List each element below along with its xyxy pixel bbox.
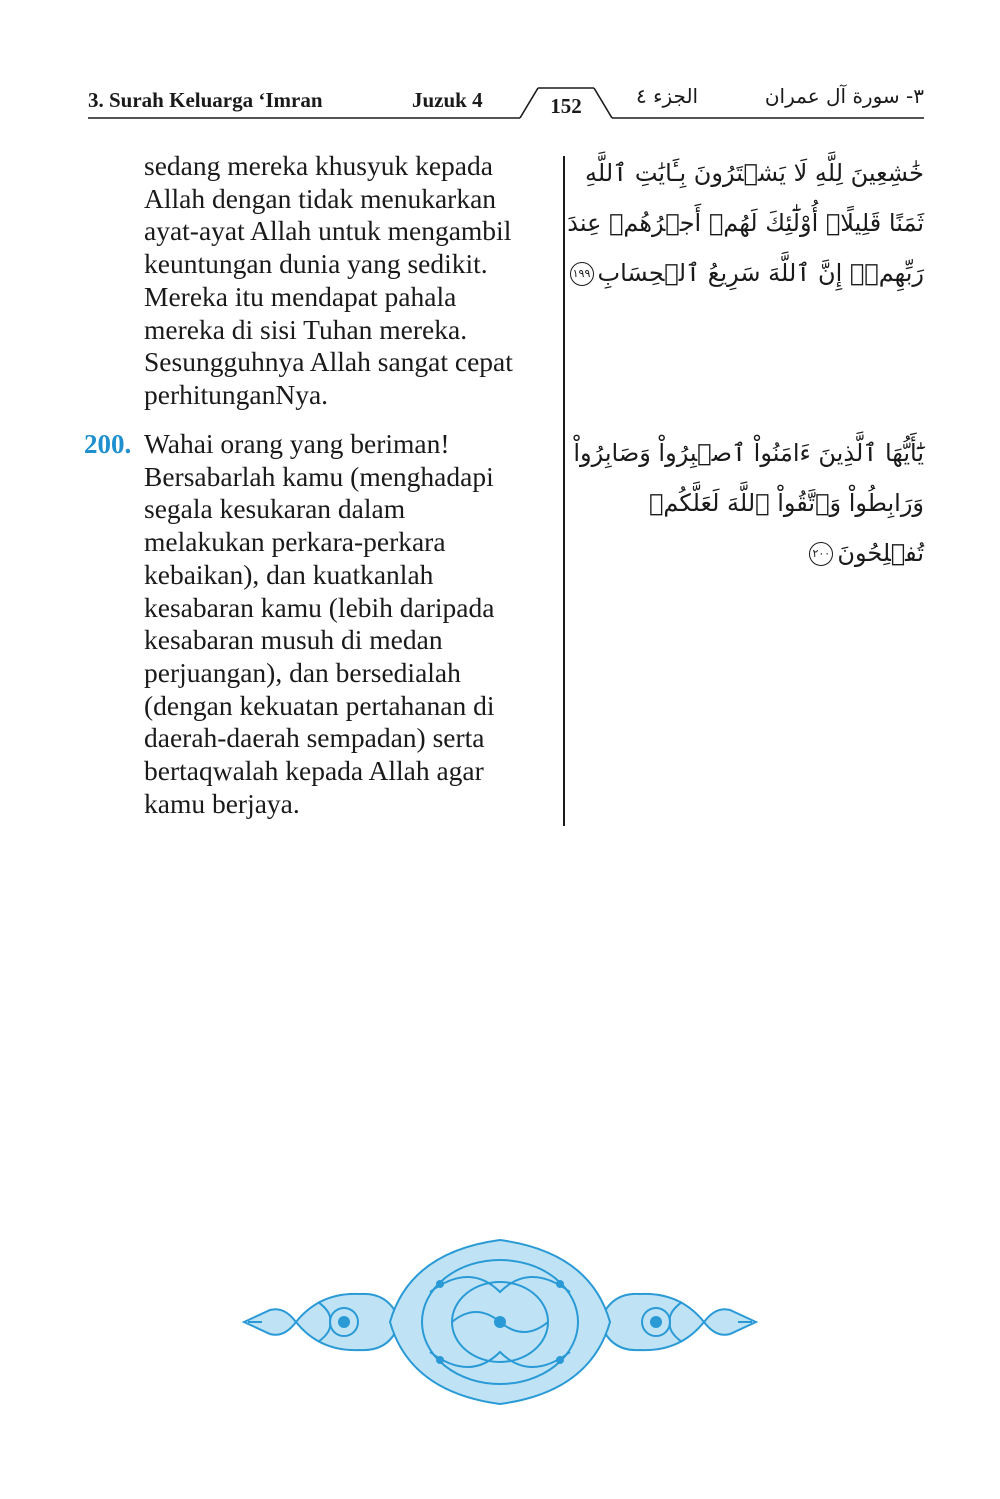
ayah-number-mark: ٢٠٠ [809, 542, 833, 566]
translation-line: perjuangan), dan bersedialah [144, 656, 461, 688]
translation-line: perhitunganNya. [144, 378, 329, 410]
translation-line: Allah dengan tidak menukarkan [144, 182, 497, 214]
translation-line: melakukan perkara-perkara [144, 526, 446, 558]
translation-text [144, 150, 554, 412]
translation-line: keuntungan dunia yang sedikit. [144, 248, 488, 280]
juz-label-arabic: الجزء ٤ [636, 84, 699, 108]
translation-line: kesabaran kamu (lebih daripada [144, 591, 495, 623]
translation-line: Mereka itu mendapat pahala [144, 280, 457, 312]
verse-199-arabic [564, 148, 924, 298]
verse-200-arabic [564, 428, 924, 578]
arabic-line: وَرَابِطُواْ وَٱتَّقُواْ ٱللَّهَ لَعَلَّكُمۡ [648, 489, 924, 517]
surah-title-latin: 3. Surah Keluarga ‘Imran [88, 88, 323, 112]
arabic-line: خَٰشِعِينَ لِلَّهِ لَا يَشۡتَرُونَ بِـَٔايَٰتِ ٱللَّهِ [585, 159, 924, 187]
juzuk-label: Juzuk 4 [412, 88, 483, 112]
arabic-line: ثَمَنًا قَلِيلًاۚ أُوْلَٰٓئِكَ لَهُمۡ أَجۡرُهُمۡ عِندَ [567, 209, 924, 237]
translation-line: (dengan kekuatan pertahanan di [144, 689, 495, 721]
arabic-line [564, 248, 924, 298]
translation-line: kebaikan), dan kuatkanlah [144, 558, 434, 590]
translation-line: Sesungguhnya Allah sangat cepat [144, 346, 513, 378]
translation-line: Bersabarlah kamu (menghadapi [144, 460, 494, 492]
arabic-line-text: رَبِّهِمۡۗ إِنَّ ٱللَّهَ سَرِيعُ ٱلۡحِسَابِ [597, 259, 924, 287]
translation-line: bertaqwalah kepada Allah agar [144, 755, 484, 787]
arabic-line: يَٰٓأَيُّهَا ٱلَّذِينَ ءَامَنُواْ ٱصۡبِرُواْ وَصَابِرُواْ [573, 439, 924, 467]
translation-line: Wahai orang yang beriman! [144, 428, 450, 459]
surah-title-arabic: ٣- سورة آل عمران [764, 84, 924, 108]
page-header [88, 82, 924, 126]
translation-text [144, 428, 554, 820]
verse-number: 200. [84, 429, 132, 459]
translation-line: mereka di sisi Tuhan mereka. [144, 313, 468, 345]
translation-line: sedang mereka khusyuk kepada [144, 150, 493, 181]
translation-line: kesabaran musuh di medan [144, 624, 443, 656]
ayah-number-mark: ١٩٩ [570, 262, 594, 286]
arabesque-ornament-icon [240, 1232, 760, 1412]
translation-line: daerah-daerah sempadan) serta [144, 722, 485, 754]
arabic-line-text: تُفۡلِحُونَ [837, 539, 924, 567]
translation-line: kamu berjaya. [144, 787, 300, 819]
translation-line: ayat-ayat Allah untuk mengambil [144, 215, 512, 247]
page-number: 152 [550, 94, 582, 118]
arabic-line [564, 528, 924, 578]
translation-line: segala kesukaran dalam [144, 493, 406, 525]
